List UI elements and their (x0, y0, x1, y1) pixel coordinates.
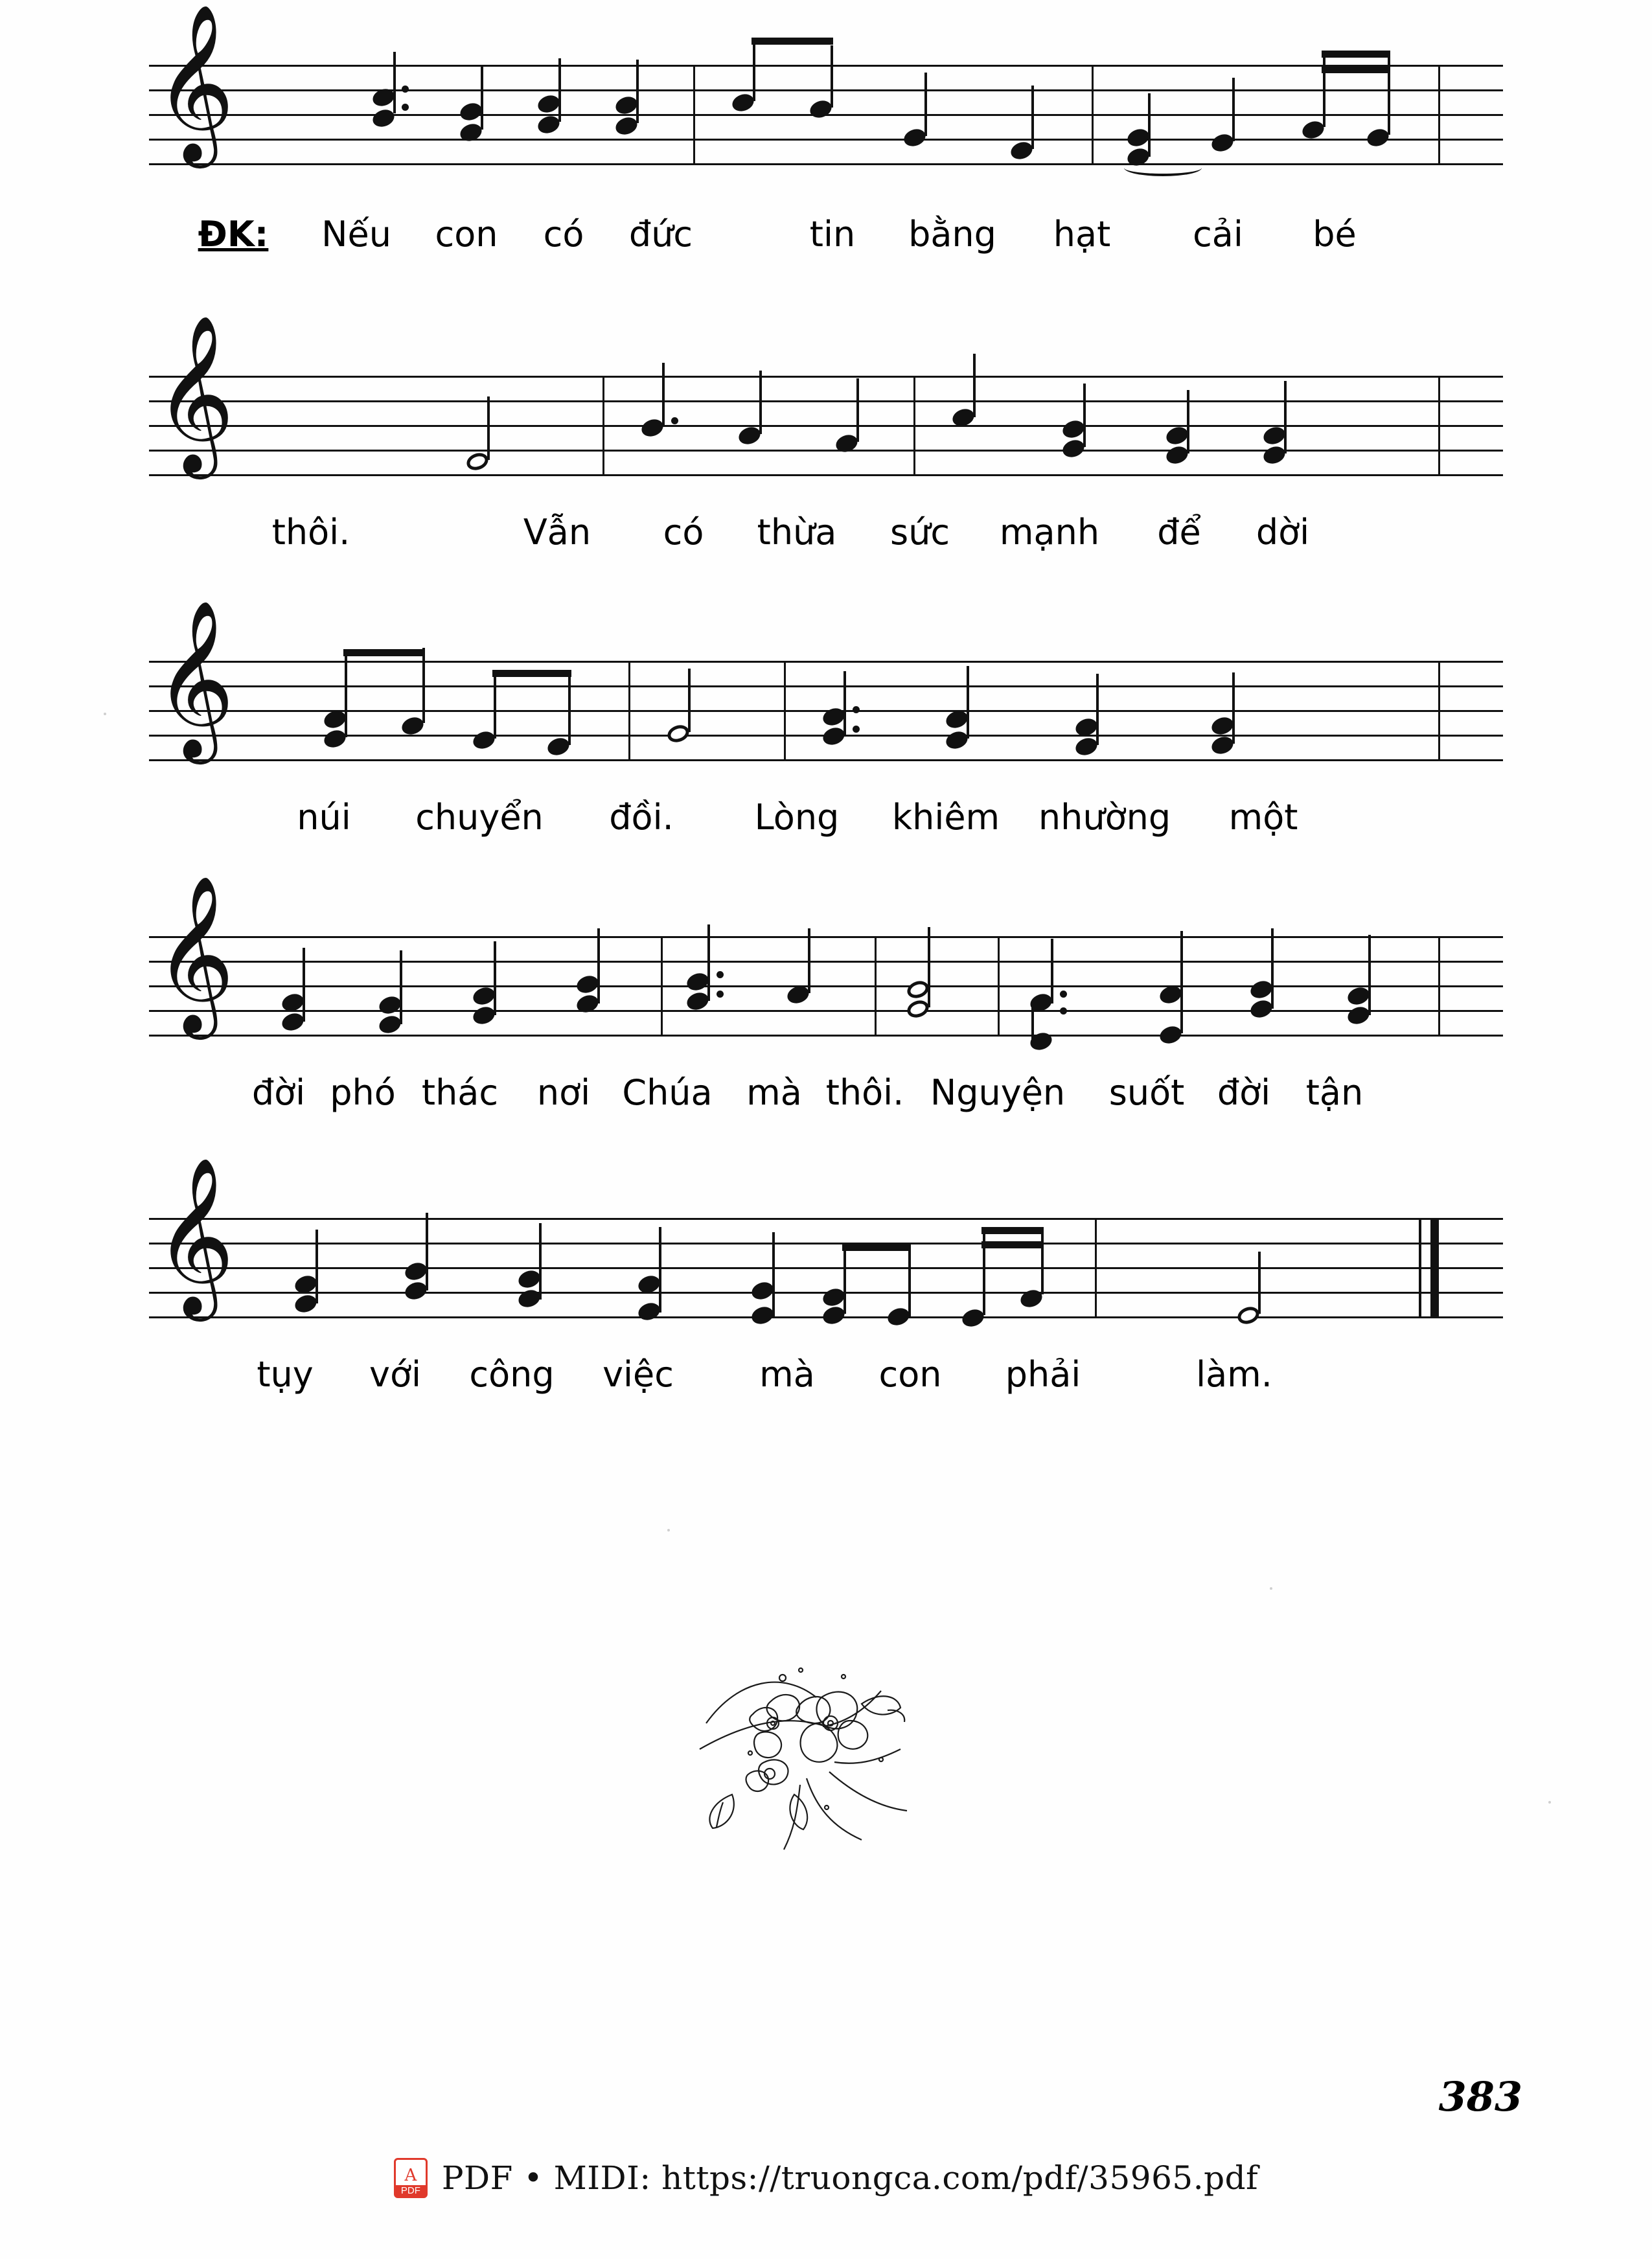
note-stem (1271, 928, 1274, 1009)
staff-line (149, 936, 1503, 938)
staff-5 (149, 1156, 1503, 1322)
note-stem (1096, 674, 1099, 745)
barline (1438, 65, 1440, 165)
note-stem (558, 58, 561, 122)
staff-line (149, 400, 1503, 402)
lyric-syllable: bé (1313, 214, 1357, 255)
staff-line (149, 1035, 1503, 1037)
note-stem (1041, 1230, 1044, 1294)
lyric-syllable: Nếu (321, 214, 391, 255)
note-stem (928, 927, 930, 1007)
staff-line (149, 425, 1503, 427)
lyric-syllable: phó (330, 1072, 396, 1113)
note-stem (1284, 381, 1287, 453)
footer-text[interactable]: PDF • MIDI: https://truongca.com/pdf/35965.pdf (441, 2159, 1259, 2197)
lyric-syllable: có (663, 512, 704, 553)
lyric-syllable: để (1157, 512, 1201, 553)
staff-line (149, 685, 1503, 687)
note-stem (772, 1232, 775, 1316)
music-system-3 (149, 599, 1503, 764)
music-system-4 (149, 874, 1503, 1040)
note-stem (315, 1230, 318, 1303)
lyric-syllable: suốt (1108, 1072, 1185, 1113)
paper-speck (1270, 1587, 1272, 1590)
note-stem (1232, 78, 1235, 141)
floral-ornament (667, 1600, 939, 1859)
lyric-syllable: với (369, 1354, 421, 1395)
note-stem (597, 928, 600, 1003)
staff-line (149, 65, 1503, 67)
final-barline-thick (1430, 1218, 1439, 1318)
note-stem (393, 52, 396, 113)
note-stem (1187, 390, 1189, 453)
lyric-syllable: nơi (536, 1072, 591, 1113)
note-stem (422, 648, 425, 723)
barline (602, 376, 604, 476)
lyric-syllable: nhường (1038, 797, 1171, 838)
treble-clef-icon: 𝄞 (154, 314, 235, 472)
treble-clef-icon: 𝄞 (154, 3, 235, 161)
note-stem (345, 653, 347, 737)
treble-clef-icon: 𝄞 (154, 874, 235, 1033)
barline (628, 661, 630, 761)
beam (842, 1244, 911, 1251)
lyric-syllable: đức (628, 214, 693, 255)
note-stem (924, 73, 927, 136)
note-stem (856, 378, 859, 442)
lyric-syllable: có (543, 214, 584, 255)
barline (875, 936, 877, 1037)
staff-line (149, 1243, 1503, 1244)
lyric-syllable: đời (251, 1072, 306, 1113)
augmentation-dot (402, 104, 409, 111)
staff-line (149, 450, 1503, 452)
pdf-icon-tag: PDF (396, 2185, 426, 2196)
staff-line (149, 1218, 1503, 1220)
staff-line (149, 139, 1503, 141)
lyric-syllable: tin (809, 214, 856, 255)
note-stem (539, 1223, 542, 1300)
music-system-2 (149, 314, 1503, 479)
note-stem (688, 669, 691, 732)
lyric-syllable: hạt (1053, 214, 1111, 255)
barline (913, 376, 915, 476)
note-stem (1368, 935, 1371, 1015)
beam (343, 649, 425, 656)
note-stem (1180, 931, 1183, 1033)
lyric-syllable: đời (1217, 1072, 1271, 1113)
augmentation-dot (717, 991, 724, 998)
beam (1322, 66, 1390, 73)
lyric-syllable: việc (602, 1354, 674, 1395)
beam (981, 1241, 1044, 1248)
lyric-syllable: núi (297, 797, 351, 838)
lyric-syllable: khiêm (891, 797, 1000, 838)
beam (492, 670, 571, 677)
lyric-syllable: Nguyện (930, 1072, 1066, 1113)
lyric-syllable: thác (421, 1072, 499, 1113)
staff-line (149, 985, 1503, 987)
lyric-syllable: sức (889, 512, 950, 553)
barline (661, 936, 663, 1037)
note-stem (831, 45, 833, 108)
beam (981, 1227, 1044, 1234)
lyric-syllable: tụy (257, 1354, 314, 1395)
lyric-syllable: cải (1193, 214, 1243, 255)
note-stem (494, 941, 496, 1015)
barline (1092, 65, 1094, 165)
barline (1438, 661, 1440, 761)
barline (1438, 376, 1440, 476)
lyric-syllable: mà (759, 1354, 815, 1395)
staff-line (149, 89, 1503, 91)
staff-line (149, 661, 1503, 663)
note-stem (426, 1213, 428, 1290)
barline (693, 65, 695, 165)
note-stem (843, 1248, 846, 1314)
lyric-syllable: mà (746, 1072, 802, 1113)
note-stem (707, 924, 710, 1001)
lyric-syllable: Vẫn (523, 512, 591, 553)
final-barline-thin (1419, 1218, 1421, 1318)
note-stem (1031, 1001, 1034, 1045)
lyric-syllable: một (1228, 797, 1298, 838)
music-system-5 (149, 1156, 1503, 1322)
note-stem (967, 666, 969, 739)
staff-1 (149, 3, 1503, 168)
lyric-syllable: con (435, 214, 498, 255)
barline (784, 661, 786, 761)
lyric-syllable: mạnh (999, 512, 1100, 553)
page-number: 383 (1438, 2073, 1522, 2120)
staff-line (149, 1010, 1503, 1012)
note-stem (808, 928, 810, 993)
note-stem (662, 363, 665, 426)
note-stem (908, 1248, 911, 1316)
footer (0, 2151, 1652, 2198)
note-stem (1051, 939, 1053, 1003)
treble-clef-icon: 𝄞 (154, 1156, 235, 1314)
note-stem (636, 60, 639, 123)
lyric-syllable: bằng (908, 214, 996, 255)
note-stem (400, 950, 402, 1024)
note-stem (1323, 54, 1325, 127)
augmentation-dot (1060, 991, 1067, 998)
staff-4 (149, 874, 1503, 1040)
augmentation-dot (717, 971, 724, 978)
staff-line (149, 1267, 1503, 1269)
lyric-syllable: dời (1256, 512, 1310, 553)
note-stem (1232, 672, 1235, 744)
paper-speck (667, 1529, 670, 1531)
lyric-syllable: tận (1305, 1072, 1364, 1113)
staff-3 (149, 599, 1503, 764)
note-stem (973, 354, 976, 417)
lyric-syllable: thừa (757, 512, 837, 553)
lyric-syllable: ĐK: (198, 214, 269, 255)
note-stem (659, 1227, 661, 1313)
note-stem (843, 671, 846, 735)
treble-clef-icon: 𝄞 (154, 599, 235, 757)
augmentation-dot (671, 417, 678, 424)
paper-speck (104, 713, 106, 715)
lyric-syllable: phải (1005, 1354, 1081, 1395)
augmentation-dot (853, 726, 860, 733)
staff-line (149, 376, 1503, 378)
augmentation-dot (1060, 1007, 1067, 1015)
tie (1124, 159, 1202, 176)
staff-2 (149, 314, 1503, 479)
music-system-1 (149, 3, 1503, 168)
note-stem (494, 674, 496, 739)
note-stem (1258, 1252, 1261, 1314)
lyric-syllable: Chúa (622, 1072, 713, 1113)
note-stem (759, 371, 762, 434)
note-stem (1148, 93, 1151, 157)
lyric-syllable: công (469, 1354, 555, 1395)
lyric-syllable: đồi. (609, 797, 674, 838)
barline (1095, 1218, 1097, 1318)
augmentation-dot (402, 86, 409, 93)
note-stem (568, 674, 571, 745)
note-stem (753, 39, 755, 101)
pdf-icon (394, 2158, 428, 2198)
note-stem (1031, 86, 1034, 149)
barline (998, 936, 1000, 1037)
note-stem (1083, 384, 1086, 447)
lyric-syllable: Lòng (754, 797, 840, 838)
staff-line (149, 961, 1503, 963)
lyric-syllable: thôi. (271, 512, 350, 553)
lyric-syllable: thôi. (825, 1072, 904, 1113)
paper-speck (1548, 1801, 1551, 1804)
note-stem (481, 66, 483, 130)
note-stem (303, 948, 305, 1022)
staff-line (149, 163, 1503, 165)
staff-line (149, 474, 1503, 476)
lyric-syllable: con (878, 1354, 942, 1395)
pdf-icon-glyph: A (404, 2166, 417, 2185)
augmentation-dot (853, 706, 860, 713)
beam (1322, 51, 1390, 58)
staff-line (149, 759, 1503, 761)
barline (1438, 936, 1440, 1037)
note-stem (487, 396, 490, 460)
lyric-syllable: chuyển (415, 797, 544, 838)
beam (751, 38, 833, 45)
lyric-syllable: làm. (1196, 1354, 1272, 1395)
